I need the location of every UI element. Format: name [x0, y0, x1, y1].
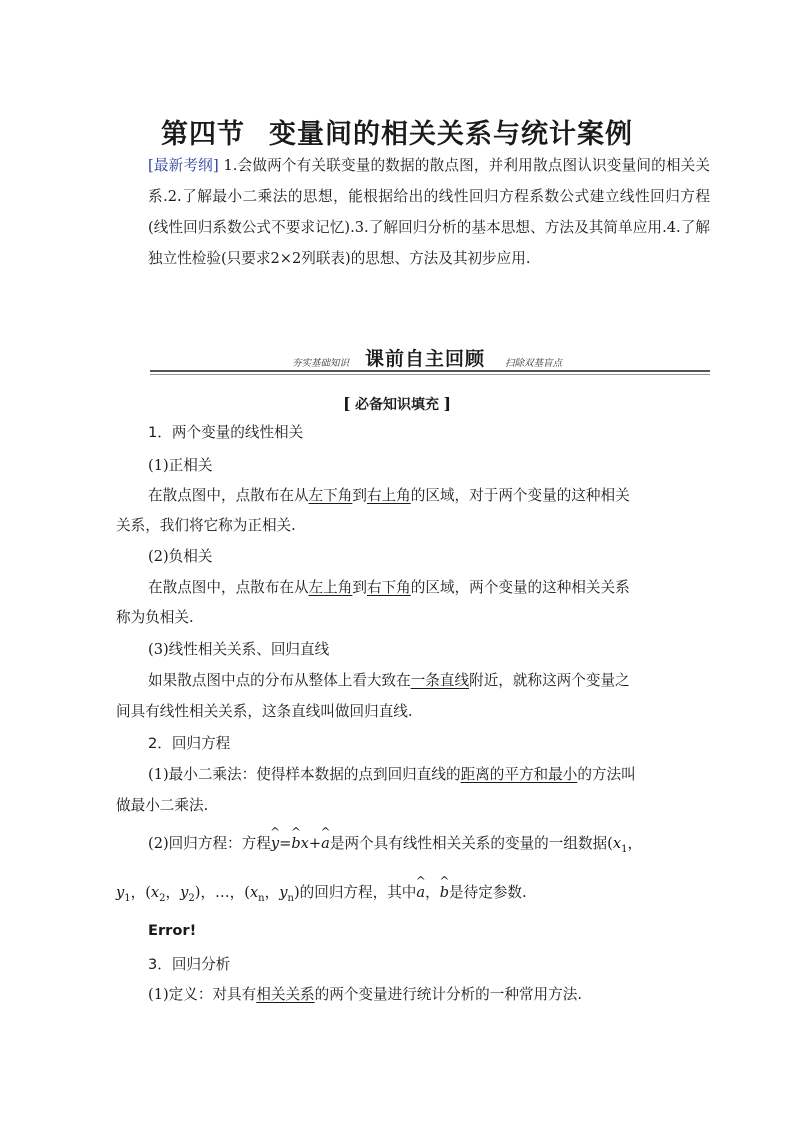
- b-hat: ^ b: [440, 883, 449, 903]
- subsection-heading: (1)正相关: [148, 457, 213, 474]
- syllabus-tag: [最新考纲]: [148, 157, 219, 174]
- underlined-answer: 右上角: [366, 487, 411, 504]
- section-heading: 3．回归分析: [148, 956, 231, 973]
- section-banner: [150, 344, 710, 376]
- a-hat: ^ a: [416, 883, 425, 903]
- page-title: [0, 112, 794, 151]
- banner-rule: [150, 370, 710, 372]
- text-line: 如果散点图中点的分布从整体上看大致在一条直线附近，就称这两个变量之: [148, 672, 630, 689]
- b-hat: ^ b: [291, 834, 300, 854]
- text-line: 关系，我们将它称为正相关.: [116, 517, 296, 534]
- banner-rule-thin: [150, 374, 710, 375]
- text-line: 间具有线性相关关系，这条直线叫做回归直线.: [116, 703, 413, 720]
- text-line: 在散点图中，点散布在从左下角到右上角的区域，对于两个变量的这种相关: [148, 487, 630, 504]
- text-line: $y_1$，($x_2$，$y_2$)，…，($x_n$，$y_n$)的回归方程，其中^ a，^ b是待定参数.: [116, 883, 678, 909]
- underlined-answer: 右下角: [366, 579, 411, 596]
- syllabus-text: 1.会做两个有关联变量的数据的散点图，并利用散点图认识变量间的相关关系.2.了解最小二乘法的思想，能根据给出的线性回归方程系数公式建立线性回归方程(线性回归系数公式不要求记忆).3.了解回归分析的基本思想、方法及其简单应用.4.了解独立性检验(只要求2×2列联表)的思想、方法及其初步应用.: [148, 157, 711, 267]
- section-title: 变量间的相关关系与统计案例: [269, 119, 633, 150]
- banner-title: 课前自主回顾: [365, 348, 486, 370]
- underlined-answer: 距离的平方和最小: [460, 766, 578, 783]
- underlined-answer: 左下角: [308, 487, 353, 504]
- underlined-answer: 一条直线: [410, 672, 470, 689]
- knowledge-subheading: [ 必备知识填充 ]: [342, 394, 452, 413]
- subheading-text: 必备知识填充: [355, 397, 439, 413]
- syllabus-paragraph: [116, 150, 710, 274]
- section-heading: 1．两个变量的线性相关: [148, 424, 304, 441]
- text-line: (1)定义：对具有相关关系的两个变量进行统计分析的一种常用方法.: [148, 986, 582, 1003]
- text-line: 在散点图中，点散布在从左上角到右下角的区域，两个变量的这种相关关系: [148, 579, 630, 596]
- a-hat: ^ a: [321, 834, 330, 854]
- banner-left-text: 夯实基础知识: [292, 358, 350, 369]
- underlined-answer: 左上角: [308, 579, 353, 596]
- text-line: 做最小二乘法.: [116, 797, 209, 814]
- underlined-answer: 相关关系: [256, 986, 315, 1003]
- y-hat: ^ y: [271, 834, 279, 854]
- section-number: 第四节: [161, 119, 245, 150]
- section-heading: 2．回归方程: [148, 735, 231, 752]
- regression-equation-line: (2)回归方程：方程^ y=^ bx+^ a是两个具有线性相关关系的变量的一组数据($x_1$，: [116, 834, 710, 860]
- text-line: 称为负相关.: [116, 609, 194, 626]
- subsection-heading: (3)线性相关关系、回归直线: [148, 641, 330, 658]
- text-line: (1)最小二乘法：使得样本数据的点到回归直线的距离的平方和最小的方法叫: [148, 766, 636, 783]
- banner-right-text: 扫除双基盲点: [505, 358, 563, 369]
- error-text: Error!: [148, 922, 197, 939]
- subsection-heading: (2)负相关: [148, 548, 213, 565]
